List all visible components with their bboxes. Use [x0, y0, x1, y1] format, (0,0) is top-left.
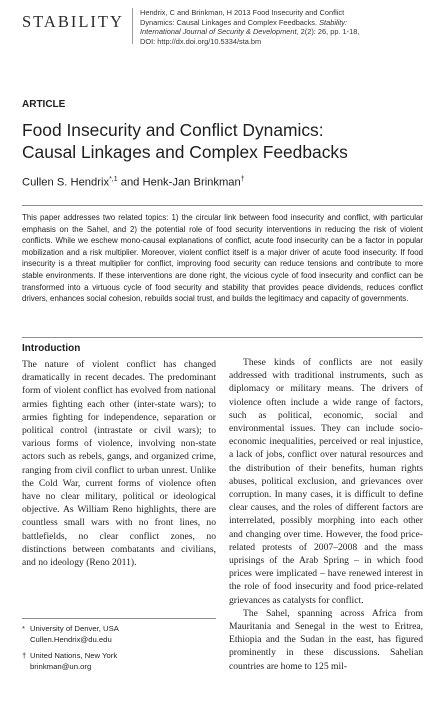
author-email[interactable]: Cullen.Hendrix@du.edu: [30, 634, 112, 644]
abstract: This paper addresses two related topics: 1) the circular link between food insecurity and conflict, with particular emphasis on the Sahel, and 2) the potential role of food security interventions in reducing the risk of violent conflicts. While we eschew mono-causal explanations of conflict, acute food insecurity can be a factor in popular mobilization and a risk multiplier. Moreover, violent conflict itself is a major driver of acute food insecurity. If food insecurity is a threat multiplier for conflict, improving food security can reduce tensions and contribute to more stable environments. If these interventions are done right, the vicious cycle of food insecurity and conflict can be transformed into a virtuous cycle of food security and stability that provides peace dividends, reduces conflict drivers, enhances social cohesion, rebuilds social trust, and builds the legitimacy and capacity of governments.: [22, 213, 423, 304]
footnote-mark: †: [22, 651, 27, 661]
author-affiliation-mark: †: [240, 176, 245, 183]
citation-line: Hendrix, C and Brinkman, H 2013 Food Insecurity and Conflict: [140, 8, 345, 17]
citation-line: Dynamics: Causal Linkages and Complex Feedbacks. Stability:: [140, 17, 348, 27]
citation-line: International Journal of Security & Development, 2(2): 26, pp. 1-18,: [140, 27, 360, 37]
journal-title: International Journal of Security & Development,: [140, 27, 299, 37]
footnote: [22, 624, 216, 645]
abstract-top-rule: [22, 205, 423, 206]
author-name: Cullen S. Hendrix: [22, 176, 110, 189]
author-affiliation-mark: *,1: [109, 176, 118, 183]
author-list: Cullen S. Hendrix$^{*,1}$ and Henk-Jan Brinkman†: [22, 176, 245, 189]
title-line: Food Insecurity and Conflict Dynamics:: [22, 120, 324, 140]
article-title: [22, 119, 422, 163]
affiliation: United Nations, New York: [30, 651, 118, 661]
journal-title: Stability:: [319, 17, 348, 27]
citation-block: [140, 8, 430, 46]
author-name: Henk-Jan Brinkman: [142, 176, 241, 189]
body-column-right: [229, 356, 423, 673]
body-column-left: [22, 358, 216, 569]
footnotes: [22, 624, 216, 678]
affiliation: University of Denver, USA: [30, 624, 119, 633]
body-paragraph: The nature of violent conflict has changed dramatically in recent decades. The predominant form of violent conflict has evolved from national armies fighting each other (inter-state wars); to armies fighting for independence, separation or political control (intrastate or civil wars); to various forms of violence, involving non-state actors such as rebels, gangs, and organized crime, ranging from civil conflict to urban unrest. Unlike the Cold War, current forms of violence often have no clear military, political or ideological objective. As William Reno highlights, there are countless small wars with no front lines, no battlefields, no clear conflict zones, no distinctions between combatants and civilians, and no ideology (Reno 2011).: [22, 359, 216, 569]
section-heading: Introduction: [22, 343, 81, 354]
footnote-mark: *: [22, 624, 25, 633]
author-email[interactable]: brinkman@un.org: [30, 661, 92, 671]
header-divider: [132, 8, 133, 44]
title-line: Causal Linkages and Complex Feedbacks: [22, 142, 348, 162]
footnote: [22, 651, 216, 672]
journal-name: STABILITY: [22, 12, 124, 31]
article-type-label: ARTICLE: [22, 99, 66, 110]
body-paragraph: These kinds of conflicts are not easily addressed with traditional instruments, such as diplomacy or military means. The drivers of violence often include a wide range of factors, such as political, economic, social and environmental issues. They can include socio-economic inequalities, perceived or real injustice, a lack of jobs, conflict over natural resources and the distribution of their benefits, human rights abuses, political exclusion, and grievances over corruption. In many cases, it is difficult to define clear causes, and the roles of different factors are interrelated, possibly morphing into each other and changing over time. However, the food price-related protests of 2007–2008 and the mass uprisings of the Arab Spring – in which food prices were implicated – have renewed interest in the role of food insecurity and food price-related grievances as catalysts for conflict.: [229, 357, 423, 606]
footnote-rule: [22, 618, 216, 619]
body-paragraph: The Sahel, spanning across Africa from Mauritania and Senegal in the west to Eritrea, Ethiopia and the Sudan in the east, has figured prominently in these discussions. Sahelian countries are home to 125 mil-: [229, 607, 423, 672]
journal-header: [22, 8, 422, 44]
abstract-bottom-rule: [22, 337, 423, 338]
doi-link[interactable]: DOI: http://dx.doi.org/10.5334/sta.bm: [140, 36, 262, 46]
